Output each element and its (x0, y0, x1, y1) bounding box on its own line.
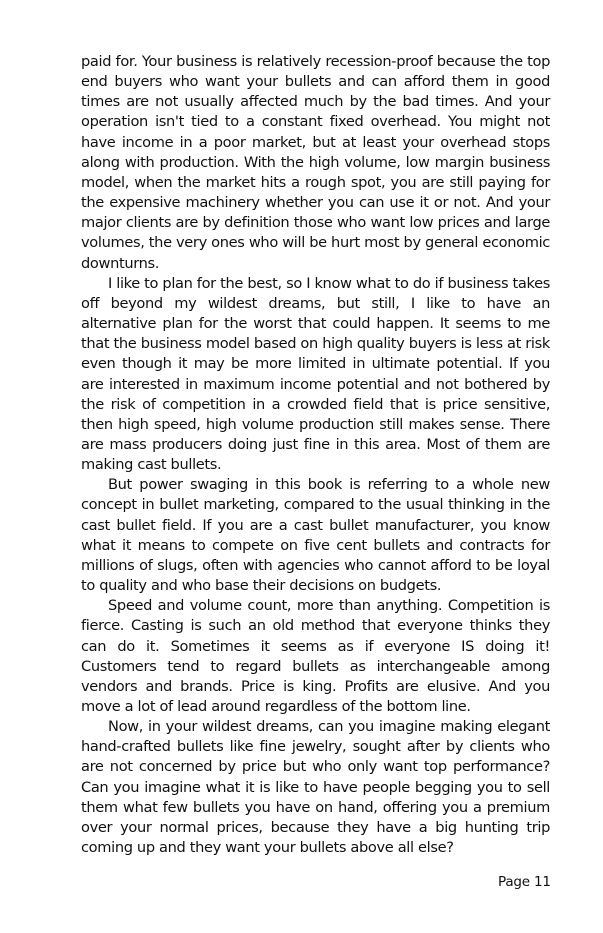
paragraph-speed-volume: Speed and volume count, more than anything. Competition is fierce. Casting is such an old method that everyone thinks they can do it. Sometimes it seems as if everyone IS doing it! Customers tend to regard bullets as interchangeable among vendors and brands. Price is king. Profits are elusive. And you move a lot of lead around regardless of the bottom line. (81, 597, 550, 715)
paragraph-wildest-dreams: Now, in your wildest dreams, can you imagine making elegant hand-crafted bullets like fine jewelry, sought after by clients who are not concerned by price but who only want top performance? Can you imagine what it is like to have people begging you to sell them what few bullets you have on hand, offering you a premium over your normal prices, because they have a big hunting trip coming up and they want your bullets above all else? (81, 718, 550, 857)
paragraph-continuation: paid for. Your business is relatively recession-proof because the top end buyers who want your bullets and can afford them in good times are not usually affected much by the bad times. And your operation isn't tied to a constant fixed overhead. You might not have income in a poor market, but at least your overhead stops along with production. With the high volume, low margin business model, when the market hits a rough spot, you are still paying for the expensive machinery whether you can use it or not. And your major clients are by definition those who want low prices and large volumes, the very ones who will be hurt most by general economic downturns. (81, 53, 550, 272)
paragraph-planning: I like to plan for the best, so I know what to do if business takes off beyond my wildest dreams, but still, I like to have an alternative plan for the worst that could happen. It seems to me that the business model based on high quality buyers is less at risk even though it may be more limited in ultimate potential. If you are interested in maximum income potential and not bothered by the risk of competition in a crowded field that is price sensitive, then high speed, high volume production still makes sense. There are mass producers doing just fine in this area. Most of them are making cast bullets. (81, 274, 550, 474)
paragraph-power-swaging: But power swaging in this book is referring to a whole new concept in bullet marketing, compared to the usual thinking in the cast bullet field. If you are a cast bullet manufacturer, you know what it means to compete on five cent bullets and contracts for millions of slugs, often with agencies who cannot afford to be loyal to quality and who base their decisions on budgets. (81, 476, 550, 595)
page-number: Page 11 (498, 874, 551, 890)
page-body (81, 52, 550, 858)
